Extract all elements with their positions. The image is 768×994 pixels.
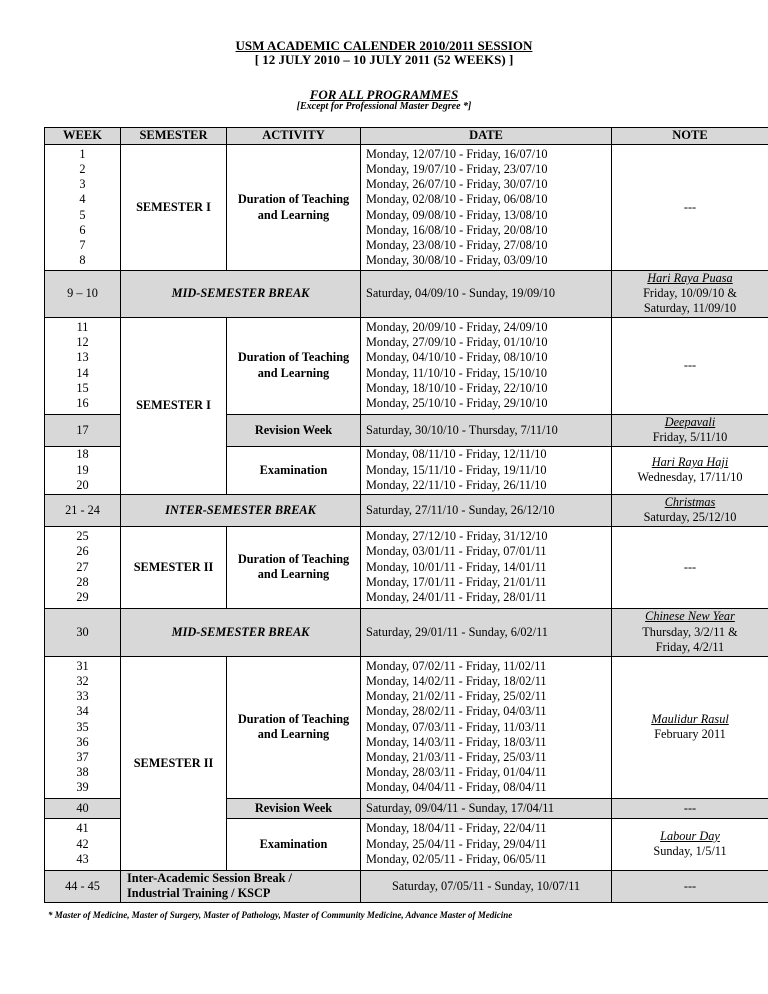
date-list (361, 818, 612, 870)
activity-cell: MID-SEMESTER BREAK (121, 271, 361, 318)
line-item: Industrial Training / KSCP (127, 886, 271, 901)
line-item: 1 (79, 146, 86, 161)
line-item: Sunday, 1/5/11 (653, 844, 727, 859)
line-item: Monday, 15/11/10 - Friday, 19/11/10 (366, 462, 547, 477)
note-cell (612, 446, 768, 494)
line-item: 35 (76, 719, 89, 734)
line-item: Monday, 11/10/10 - Friday, 15/10/10 (366, 365, 548, 380)
line-item: Monday, 10/01/11 - Friday, 14/01/11 (366, 559, 547, 574)
line-item: 38 (76, 765, 89, 780)
col-week: WEEK (45, 128, 121, 145)
line-item: Monday, 25/04/11 - Friday, 29/04/11 (366, 836, 547, 851)
line-item: Monday, 03/01/11 - Friday, 07/01/11 (366, 544, 547, 559)
line-item: Friday, 5/11/10 (652, 430, 728, 445)
line-item: 39 (76, 780, 89, 795)
holiday-title: Hari Raya Haji (651, 454, 729, 469)
semester-cell: SEMESTER I (121, 145, 227, 271)
date-cell: Saturday, 09/04/11 - Sunday, 17/04/11 (361, 798, 612, 818)
line-item: 19 (76, 462, 89, 477)
line-item: February 2011 (654, 727, 726, 742)
date-list (361, 446, 612, 494)
line-item: 36 (76, 734, 89, 749)
line-item: 3 (79, 177, 86, 192)
holiday-dates (615, 844, 765, 859)
note-cell: --- (612, 145, 768, 271)
activity-cell: INTER-SEMESTER BREAK (121, 494, 361, 526)
line-item: Monday, 21/03/11 - Friday, 25/03/11 (366, 749, 547, 764)
header-row (45, 128, 768, 145)
line-item: 18 (76, 447, 89, 462)
col-activity: ACTIVITY (227, 128, 361, 145)
semester-cell: SEMESTER II (121, 526, 227, 608)
line-item: 12 (76, 335, 89, 350)
week-cell: 17 (45, 414, 121, 446)
line-item: Monday, 08/11/10 - Friday, 12/11/10 (366, 447, 547, 462)
table-row (45, 271, 768, 318)
activity-list (121, 870, 361, 902)
holiday-dates (615, 625, 765, 655)
line-item: Monday, 26/07/10 - Friday, 30/07/10 (366, 177, 548, 192)
note-cell: --- (612, 317, 768, 414)
note-cell (612, 608, 768, 656)
footnote: * Master of Medicine, Master of Surgery, Master of Pathology, Master of Community Medicine, Advance Master of Medicine (48, 910, 513, 920)
programmes-heading: FOR ALL PROGRAMMES (309, 87, 459, 102)
table-row (45, 317, 768, 414)
line-item: Monday, 28/02/11 - Friday, 04/03/11 (366, 704, 547, 719)
line-item: Monday, 02/05/11 - Friday, 06/05/11 (366, 851, 547, 866)
note-cell (612, 414, 768, 446)
line-item: 26 (76, 544, 89, 559)
holiday-dates (615, 430, 765, 445)
activity-cell: Duration of Teaching and Learning (227, 317, 361, 414)
line-item: 34 (76, 704, 89, 719)
line-item: Saturday, 25/12/10 (643, 510, 737, 525)
line-item: Monday, 17/01/11 - Friday, 21/01/11 (366, 574, 547, 589)
activity-cell: Duration of Teaching and Learning (227, 656, 361, 798)
line-item: Monday, 04/10/10 - Friday, 08/10/10 (366, 350, 548, 365)
line-item: Monday, 14/03/11 - Friday, 18/03/11 (366, 734, 547, 749)
week-list (45, 145, 121, 271)
document-title: USM ACADEMIC CALENDER 2010/2011 SESSION (235, 38, 533, 53)
holiday-title: Maulidur Rasul (651, 711, 729, 726)
note-cell (612, 271, 768, 318)
week-list (45, 317, 121, 414)
line-item: Monday, 04/04/11 - Friday, 08/04/11 (366, 780, 547, 795)
line-item: Monday, 30/08/10 - Friday, 03/09/10 (366, 253, 548, 268)
line-item: 27 (76, 559, 89, 574)
note-cell: --- (612, 526, 768, 608)
line-item: 8 (79, 253, 86, 268)
holiday-dates (615, 510, 765, 525)
line-item: 14 (76, 365, 89, 380)
date-cell: Saturday, 07/05/11 - Sunday, 10/07/11 (361, 870, 612, 902)
line-item: 4 (79, 192, 86, 207)
week-list (45, 446, 121, 494)
line-item: Saturday, 11/09/10 (643, 301, 737, 316)
line-item: 11 (76, 320, 89, 334)
line-item: 6 (79, 222, 86, 237)
activity-cell: MID-SEMESTER BREAK (121, 608, 361, 656)
line-item: Friday, 4/2/11 (655, 639, 725, 654)
note-cell: --- (612, 798, 768, 818)
note-cell: --- (612, 870, 768, 902)
line-item: 32 (76, 673, 89, 688)
col-note: NOTE (612, 128, 768, 145)
line-item: 2 (79, 161, 86, 176)
activity-cell: Duration of Teaching and Learning (227, 526, 361, 608)
document-subtitle: [ 12 JULY 2010 – 10 JULY 2011 (52 WEEKS) ] (254, 52, 514, 67)
week-cell: 30 (45, 608, 121, 656)
week-list (45, 526, 121, 608)
line-item: Monday, 18/04/11 - Friday, 22/04/11 (366, 821, 547, 836)
activity-cell: Examination (227, 818, 361, 870)
calendar-table (44, 127, 768, 903)
line-item: Monday, 28/03/11 - Friday, 01/04/11 (366, 765, 547, 780)
week-cell: 21 - 24 (45, 494, 121, 526)
holiday-title: Deepavali (664, 414, 716, 429)
line-item: Monday, 07/02/11 - Friday, 11/02/11 (366, 658, 547, 673)
line-item: Monday, 16/08/10 - Friday, 20/08/10 (366, 222, 548, 237)
semester-cell: SEMESTER I (121, 317, 227, 494)
date-list (361, 656, 612, 798)
line-item: Monday, 23/08/10 - Friday, 27/08/10 (366, 237, 548, 252)
line-item: Monday, 27/12/10 - Friday, 31/12/10 (366, 529, 548, 544)
line-item: 20 (76, 477, 89, 492)
table-row (45, 656, 768, 798)
holiday-dates (615, 286, 765, 316)
table-row (45, 526, 768, 608)
week-list (45, 818, 121, 870)
line-item: 25 (76, 529, 89, 544)
date-list (361, 145, 612, 271)
line-item: Monday, 19/07/10 - Friday, 23/07/10 (366, 161, 548, 176)
activity-cell: Revision Week (227, 798, 361, 818)
activity-cell: Examination (227, 446, 361, 494)
table-row (45, 145, 768, 271)
holiday-dates (615, 727, 765, 742)
table-row (45, 494, 768, 526)
holiday-title: Labour Day (660, 828, 720, 843)
line-item: 7 (79, 237, 86, 252)
col-date: DATE (361, 128, 612, 145)
table-row (45, 870, 768, 902)
col-semester: SEMESTER (121, 128, 227, 145)
line-item: Thursday, 3/2/11 & (642, 624, 738, 639)
activity-cell: Duration of Teaching and Learning (227, 145, 361, 271)
line-item: Monday, 07/03/11 - Friday, 11/03/11 (366, 719, 547, 734)
semester-cell: SEMESTER II (121, 656, 227, 870)
line-item: Wednesday, 17/11/10 (637, 470, 743, 485)
line-item: Monday, 24/01/11 - Friday, 28/01/11 (366, 589, 547, 604)
line-item: Monday, 25/10/10 - Friday, 29/10/10 (366, 396, 548, 411)
holiday-title: Christmas (664, 494, 716, 509)
note-cell (612, 818, 768, 870)
line-item: 16 (76, 396, 89, 411)
holiday-title: Chinese New Year (645, 609, 735, 624)
line-item: 37 (76, 749, 89, 764)
line-item: 13 (76, 350, 89, 365)
holiday-title: Hari Raya Puasa (647, 271, 733, 285)
exception-note: [Except for Professional Master Degree *] (296, 101, 472, 112)
holiday-dates (615, 470, 765, 485)
line-item: 42 (76, 836, 89, 851)
week-cell: 44 - 45 (45, 870, 121, 902)
line-item: 28 (76, 574, 89, 589)
activity-cell: Revision Week (227, 414, 361, 446)
line-item: Monday, 14/02/11 - Friday, 18/02/11 (366, 673, 547, 688)
line-item: Monday, 18/10/10 - Friday, 22/10/10 (366, 380, 548, 395)
line-item: Monday, 21/02/11 - Friday, 25/02/11 (366, 689, 547, 704)
week-list (45, 656, 121, 798)
line-item: Monday, 09/08/10 - Friday, 13/08/10 (366, 207, 548, 222)
date-list (361, 317, 612, 414)
week-cell: 9 – 10 (45, 271, 121, 318)
date-list (361, 526, 612, 608)
line-item: Inter-Academic Session Break / (127, 870, 292, 885)
date-cell: Saturday, 29/01/11 - Sunday, 6/02/11 (361, 608, 612, 656)
line-item: Friday, 10/09/10 & (643, 286, 737, 301)
date-cell: Saturday, 27/11/10 - Sunday, 26/12/10 (361, 494, 612, 526)
line-item: 31 (76, 658, 89, 673)
line-item: 15 (76, 380, 89, 395)
line-item: 29 (76, 589, 89, 604)
note-cell (612, 656, 768, 798)
week-cell: 40 (45, 798, 121, 818)
date-cell: Saturday, 04/09/10 - Sunday, 19/09/10 (361, 271, 612, 318)
line-item: Monday, 12/07/10 - Friday, 16/07/10 (366, 146, 548, 161)
note-cell (612, 494, 768, 526)
line-item: Monday, 27/09/10 - Friday, 01/10/10 (366, 335, 548, 350)
line-item: 5 (79, 207, 86, 222)
line-item: Monday, 22/11/10 - Friday, 26/11/10 (366, 477, 547, 492)
line-item: 41 (76, 821, 89, 836)
line-item: Monday, 02/08/10 - Friday, 06/08/10 (366, 192, 548, 207)
line-item: Monday, 20/09/10 - Friday, 24/09/10 (366, 320, 548, 334)
line-item: 33 (76, 689, 89, 704)
line-item: 43 (76, 851, 89, 866)
date-cell: Saturday, 30/10/10 - Thursday, 7/11/10 (361, 414, 612, 446)
table-row (45, 608, 768, 656)
